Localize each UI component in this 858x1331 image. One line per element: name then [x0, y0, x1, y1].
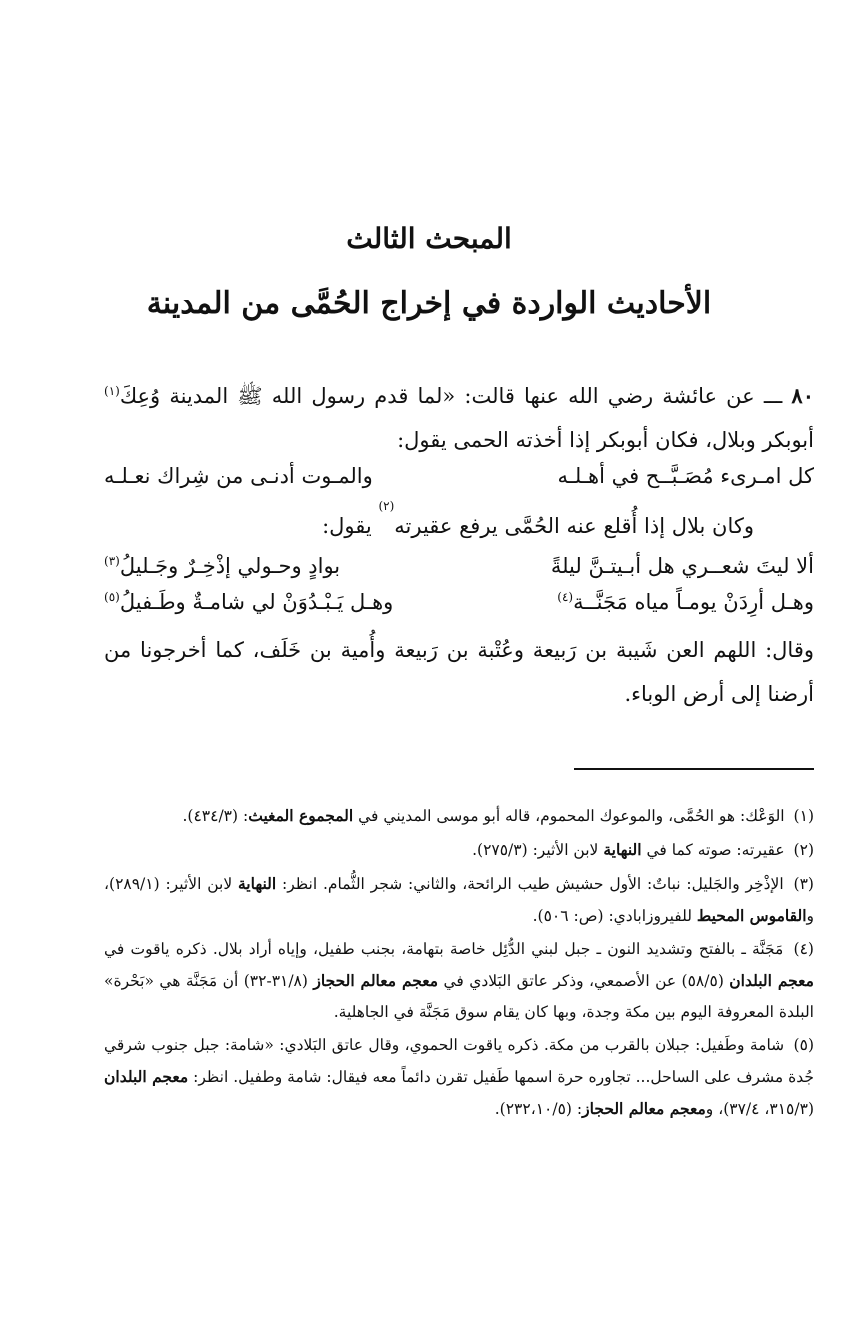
footnote-marker-4: (٤) [557, 590, 574, 604]
poem-1-first-hemistich: كل امـرىء مُصَـبَّــح في أهـلـه [557, 464, 814, 488]
section-title: المبحث الثالث [346, 222, 512, 255]
footnote-5-ref-2: : (٢٣٢،١٠/٥). [494, 1100, 583, 1118]
footnote-1-number: (١) [793, 807, 814, 825]
footnote-4-number: (٤) [793, 940, 814, 958]
footnotes [104, 800, 814, 1127]
hadith-dash: ـــ [763, 384, 783, 408]
poem-2-second-hemistich: بوادٍ وحـولي إذْخِـرٌ وجَـليلُ [119, 554, 341, 578]
hadith-paragraph-3: وقال: اللهم العن شَيبة بن رَبيعة وعُتْبة بن رَبيعة وأُمية بن خَلَف، كما أخرجونا من أرضنا إلى أرض الوباء. [104, 638, 814, 706]
footnote-3-text: الإذْخِر والجَليل: نباتٌ: الأول حشيش طيب الرائحة، والثاني: شجر الثُّمام. انظر: [282, 875, 784, 893]
poem-line-1 [104, 456, 814, 496]
poem-2-first-hemistich: ألا ليتَ شعــري هل أبـيتـنَّ ليلةً [550, 554, 814, 578]
bilal-intro-tail: يقول: [322, 514, 372, 538]
footnote-1 [104, 800, 814, 832]
footnote-separator [574, 768, 814, 770]
hadith-paragraph-1 [104, 374, 814, 462]
footnote-1-source: المجموع المغيث [248, 806, 354, 825]
hadith-number: ٨٠ [791, 383, 814, 408]
footnote-marker-1: (١) [104, 384, 120, 398]
footnote-3 [104, 868, 814, 932]
footnote-5-text: شامة وطَفيل: جبلان بالقرب من مكة. ذكره ياقوت الحموي، وقال عاتق البَلادي: «شامة: جبل جنوب شرقي جُدة مشرف على الساحل... تجاوره حرة اسمها طَفيل تقرن دائماً معه فيقال: شامة وطفيل. انظر: [104, 1036, 814, 1086]
footnote-2-source: النهاية [603, 840, 642, 859]
poem-3-first-hemistich: وهـل أرِدَنْ يومـاً مياه مَجَنَّــة [573, 590, 814, 614]
footnote-1-ref: : (٤٣٤/٣). [182, 807, 249, 825]
bilal-intro-text: وكان بلال إذا أُقلع عنه الحُمَّى يرفع عقيرته [394, 514, 754, 538]
poem-line-2 [104, 546, 814, 586]
footnote-5-ref-1: (٣١٥/٣، ٣٧/٤)، و [705, 1100, 814, 1118]
footnote-4-text: مَجَنَّة ـ بالفتح وتشديد النون ـ جبل لبني الدُّئِل خاصة بتهامة، بجنب طفيل، وإياه أراد بلال. ذكره ياقوت في [104, 940, 784, 958]
footnote-5-source-1: معجم البلدان [104, 1067, 189, 1086]
footnote-4 [104, 934, 814, 1028]
footnote-marker-3: (٣) [104, 554, 120, 568]
footnote-4-source-1: معجم البلدان [729, 971, 814, 990]
poem-line-3 [104, 582, 814, 622]
footnote-2 [104, 834, 814, 866]
footnote-3-ref-2: للفيروزابادي: (ص: ٥٠٦). [532, 907, 692, 925]
poem-3-second-hemistich-wrap [104, 582, 393, 622]
footnote-4-ref-1: (٥٨/٥) عن الأصمعي، وذكر عاتق البَلادي في [443, 972, 724, 990]
footnote-5 [104, 1030, 814, 1125]
footnote-3-ref-1: لابن الأثير: (٢٨٩/١)، و [104, 875, 814, 925]
footnote-5-number: (٥) [793, 1036, 814, 1054]
chapter-title: الأحاديث الواردة في إخراج الحُمَّى من المدينة [146, 286, 712, 321]
hadith-text-1: عن عائشة رضي الله عنها قالت: «لما قدم رسول الله ﷺ المدينة وُعِكَ [119, 384, 755, 408]
footnote-2-number: (٢) [793, 841, 814, 859]
footnote-3-number: (٣) [793, 875, 814, 893]
footnote-4-ref-2: (٣١/٨-٣٢) أن مَجَنَّة هي «بَحْرة» البلدة المعروفة اليوم بين مكة وجدة، وبها كان يقام سوق مَجَنَّة في الجاهلية. [104, 972, 814, 1021]
footnote-marker-2: (٢) [378, 499, 395, 513]
footnote-2-text: عقيرته: صوته كما في [646, 841, 785, 859]
poem-2-second-hemistich-wrap [104, 546, 340, 586]
footnote-1-text: الوَعْك: هو الحُمَّى، والموعوك المحموم، قاله أبو موسى المديني في [358, 807, 785, 825]
poem-1-second-hemistich: والمـوت أدنـى من شِراك نعـلـه [104, 464, 373, 488]
footnote-4-source-2: معجم معالم الحجاز [313, 971, 439, 990]
footnote-3-source-1: النهاية [237, 874, 277, 893]
footnote-2-ref: لابن الأثير: (٢٧٥/٣). [472, 841, 599, 859]
hadith-text-2: أبوبكر وبلال، فكان أبوبكر إذا أخذته الحمى يقول: [397, 428, 814, 452]
bilal-intro-line [104, 499, 754, 546]
footnote-marker-5: (٥) [104, 590, 120, 604]
poem-3-second-hemistich: وهـل يَـبْـدُوَنْ لي شامـةٌ وطَـفيلُ [119, 590, 394, 614]
footnote-3-source-2: القاموس المحيط [696, 906, 807, 925]
poem-3-first-hemistich-wrap [557, 582, 814, 622]
footnote-5-source-2: معجم معالم الحجاز [582, 1099, 706, 1118]
